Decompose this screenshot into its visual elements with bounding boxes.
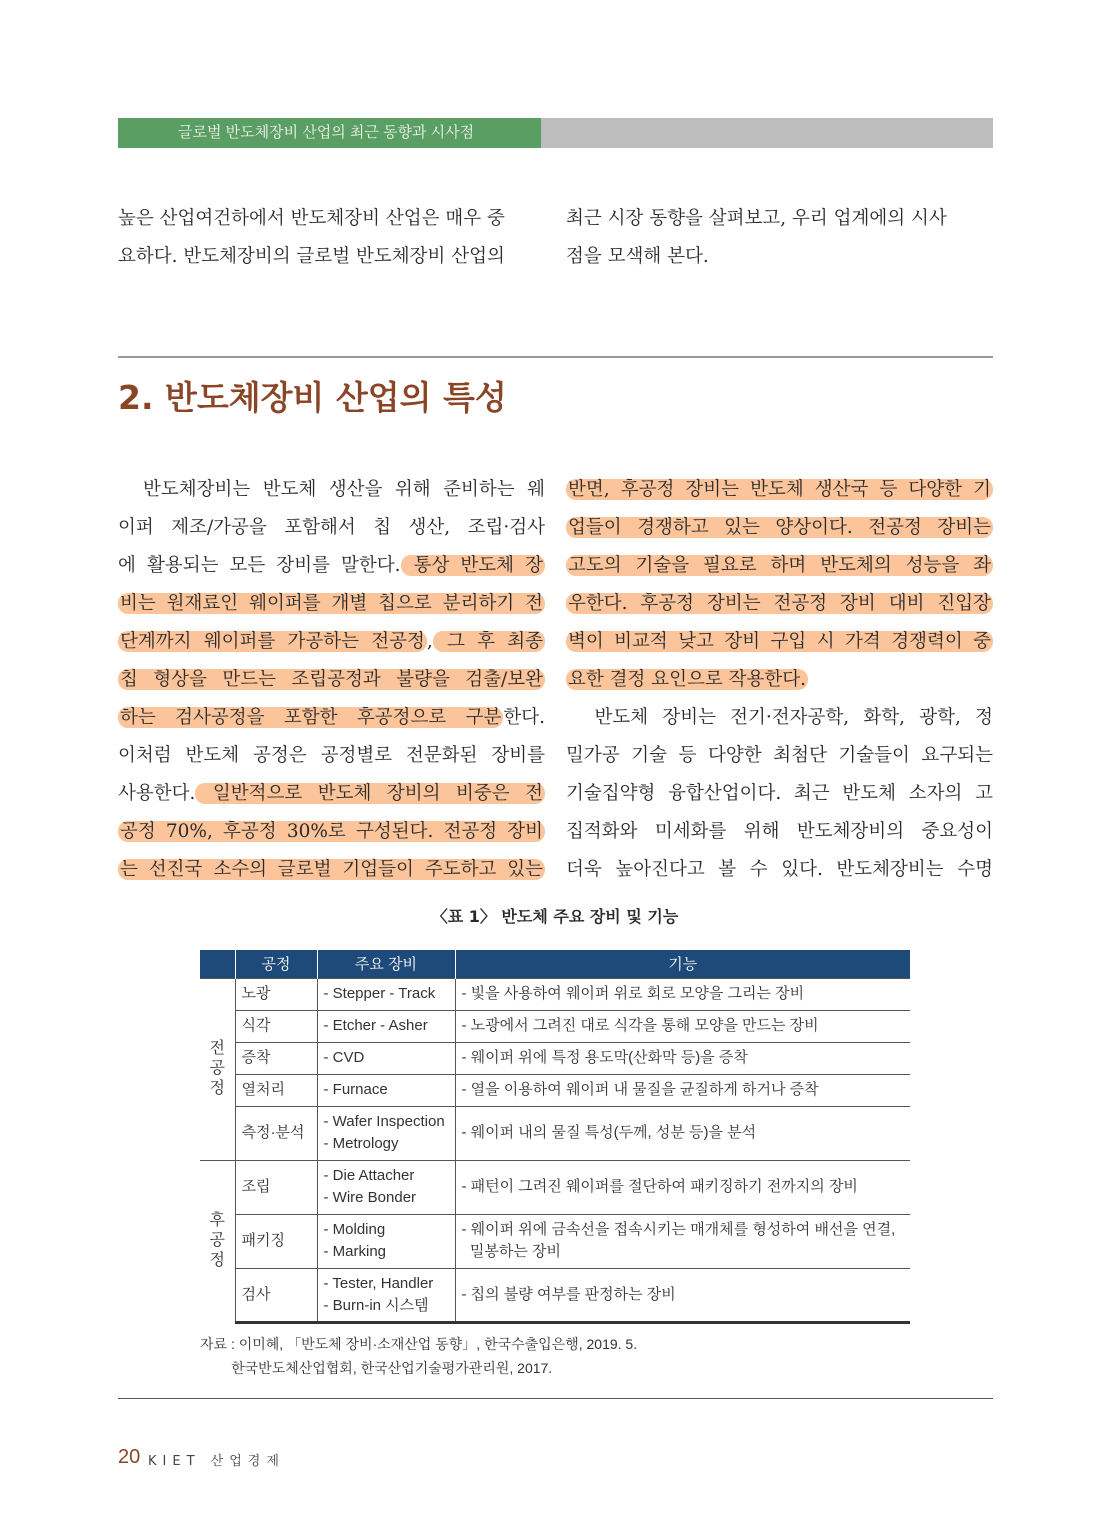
equipment-cell	[317, 1160, 455, 1214]
text-segment: 더욱 높아진다고 볼 수 있다. 반도체장비는 수명	[566, 859, 993, 880]
body-line	[118, 856, 545, 884]
function-cell: - 패턴이 그려진 웨이퍼를 절단하여 패키징하기 전까지의 장비	[455, 1160, 910, 1214]
table-row	[200, 1042, 910, 1074]
equipment-cell	[317, 978, 455, 1010]
table-row	[200, 1160, 910, 1214]
function-cell: - 빛을 사용하여 웨이퍼 위로 회로 모양을 그리는 장비	[455, 978, 910, 1010]
highlighted-text: 공정 70%, 후공정 30%로 구성된다. 전공정 장비	[120, 821, 543, 842]
highlighted-text: 하는 검사공정을 포함한 후공정으로 구분	[120, 707, 502, 728]
equipment-item: - Furnace	[323, 1081, 388, 1098]
body-line	[118, 514, 545, 542]
highlighted-text: 단계까지 웨이퍼를 가공하는 전공정	[120, 631, 425, 652]
table-caption: 〈표 1〉 반도체 주요 장비 및 기능	[431, 907, 679, 926]
function-cell: - 웨이퍼 내의 물질 특성(두께, 성분 등)을 분석	[455, 1106, 910, 1160]
body-line	[566, 818, 993, 846]
process-cell: 열처리	[235, 1074, 317, 1106]
text-segment: 이처럼 반도체 공정은 공정별로 전문화된 장비를	[118, 745, 545, 766]
process-cell: 측정·분석	[235, 1106, 317, 1160]
process-cell: 조립	[235, 1160, 317, 1214]
highlighted-text: 그 후 최종	[434, 631, 543, 652]
body-line	[118, 780, 545, 808]
publication-name: KIET 산업경제	[148, 1454, 285, 1469]
equipment-item: - Burn-in 시스템	[323, 1296, 429, 1314]
function-cell: - 열을 이용하여 웨이퍼 내 물질을 균질하게 하거나 증착	[455, 1074, 910, 1106]
table-row	[200, 1106, 910, 1160]
body-line	[566, 704, 993, 732]
group-label: 후 공 정	[200, 1160, 235, 1322]
function-cell: - 칩의 불량 여부를 판정하는 장비	[455, 1268, 910, 1322]
equipment-item: - Wafer Inspection	[323, 1113, 445, 1130]
body-line	[118, 590, 545, 618]
body-line	[566, 742, 993, 770]
equipment-item: - Metrology	[323, 1135, 399, 1152]
text-segment: 기술집약형 융합산업이다. 최근 반도체 소자의 고	[566, 783, 993, 804]
body-line	[118, 742, 545, 770]
text-segment: 밀가공 기술 등 다양한 최첨단 기술들이 요구되는	[566, 745, 993, 766]
process-cell: 증착	[235, 1042, 317, 1074]
running-header: 글로벌 반도체장비 산업의 최근 동향과 시사점	[118, 118, 541, 148]
text-segment: 높은 산업여건하에서 반도체장비 산업은 매우 중	[118, 208, 505, 229]
text-segment: 반도체 장비는 전기·전자공학, 화학, 광학, 정	[566, 707, 993, 728]
body-line	[118, 552, 545, 580]
body-line	[566, 514, 993, 542]
table-row	[200, 978, 910, 1010]
text-segment: 에 활용되는 모든 장비를 말한다.	[118, 555, 401, 576]
highlighted-text: 벽이 비교적 낮고 장비 구입 시 가격 경쟁력이 중	[568, 631, 991, 652]
intro-line	[566, 205, 993, 233]
highlighted-text: 비는 원재료인 웨이퍼를 개별 칩으로 분리하기 전	[120, 593, 543, 614]
text-segment: 집적화와 미세화를 위해 반도체장비의 중요성이	[566, 821, 993, 842]
highlighted-text: 칩 형상을 만드는 조립공정과 불량을 검출/보완	[120, 669, 543, 690]
text-segment: 최근 시장 동향을 살펴보고, 우리 업계에의 시사	[566, 208, 947, 229]
body-line	[118, 476, 545, 504]
table-row	[200, 1010, 910, 1042]
body-line	[118, 818, 545, 846]
running-header-bar	[541, 118, 993, 148]
equipment-item: - Etcher - Asher	[323, 1017, 428, 1034]
body-line	[566, 628, 993, 656]
source-line: 자료 : 이미혜, 「반도체 장비·소재산업 동향」, 한국수출입은행, 2019. 5.	[200, 1336, 638, 1352]
process-cell: 노광	[235, 978, 317, 1010]
intro-line	[118, 205, 545, 233]
equipment-item: - Stepper - Track	[323, 985, 436, 1002]
body-line	[566, 590, 993, 618]
intro-line	[118, 243, 545, 271]
page-number: 20	[118, 1446, 141, 1468]
equipment-item: - Tester, Handler	[323, 1274, 434, 1292]
body-line	[118, 704, 545, 732]
equipment-cell	[317, 1074, 455, 1106]
equipment-cell	[317, 1268, 455, 1322]
equipment-item: - Molding	[323, 1221, 386, 1238]
section-title: 2. 반도체장비 산업의 특성	[118, 378, 507, 417]
text-segment: 반도체장비는 반도체 생산을 위해 준비하는 웨	[118, 479, 545, 500]
equipment-cell	[317, 1214, 455, 1268]
text-segment: 이퍼 제조/가공을 포함해서 칩 생산, 조립·검사	[118, 517, 545, 538]
column-header: 기능	[455, 950, 910, 978]
body-line	[566, 476, 993, 504]
column-header: 주요 장비	[317, 950, 455, 978]
body-line	[566, 666, 993, 694]
highlighted-text: 통상 반도체 장	[402, 555, 543, 576]
function-cell: - 노광에서 그려진 대로 식각을 통해 모양을 만드는 장비	[455, 1010, 910, 1042]
process-cell: 패키징	[235, 1214, 317, 1268]
table-source	[200, 1332, 637, 1380]
body-line	[566, 552, 993, 580]
highlighted-text: 는 선진국 소수의 글로벌 기업들이 주도하고 있는	[120, 859, 543, 880]
text-segment: ,	[426, 631, 433, 652]
equipment-table	[200, 950, 910, 1324]
section-rule	[118, 356, 993, 358]
function-cell: - 웨이퍼 위에 특정 용도막(산화막 등)을 증착	[455, 1042, 910, 1074]
body-line	[118, 628, 545, 656]
equipment-item: - CVD	[323, 1049, 365, 1066]
footer-rule	[118, 1398, 993, 1399]
table-row	[200, 1268, 910, 1322]
equipment-item: - Die Attacher	[323, 1167, 415, 1184]
highlighted-text: 우한다. 후공정 장비는 전공정 장비 대비 진입장	[568, 593, 991, 614]
table-row	[200, 1074, 910, 1106]
equipment-cell	[317, 1106, 455, 1160]
process-cell: 식각	[235, 1010, 317, 1042]
table-row	[200, 1214, 910, 1268]
function-cell: - 웨이퍼 위에 금속선을 접속시키는 매개체를 형성하여 배선을 연결, 밀봉하는 장비	[455, 1214, 910, 1268]
column-header	[200, 950, 235, 978]
highlighted-text: 고도의 기술을 필요로 하며 반도체의 성능을 좌	[568, 555, 991, 576]
column-header: 공정	[235, 950, 317, 978]
source-line: 한국반도체산업협회, 한국산업기술평가관리원, 2017.	[200, 1360, 553, 1376]
text-segment: 한다.	[503, 707, 545, 728]
body-line	[118, 666, 545, 694]
text-segment: 사용한다.	[118, 783, 196, 804]
equipment-cell	[317, 1042, 455, 1074]
highlighted-text: 반면, 후공정 장비는 반도체 생산국 등 다양한 기	[568, 479, 991, 500]
highlighted-text: 요한 결정 요인으로 작용한다.	[568, 669, 806, 690]
highlighted-text: 일반적으로 반도체 장비의 비중은 전	[197, 783, 543, 804]
process-cell: 검사	[235, 1268, 317, 1322]
equipment-cell	[317, 1010, 455, 1042]
equipment-item: - Marking	[323, 1243, 387, 1260]
group-label: 전 공 정	[200, 978, 235, 1160]
text-segment: 요하다. 반도체장비의 글로벌 반도체장비 산업의	[118, 246, 505, 267]
equipment-item: - Wire Bonder	[323, 1189, 417, 1206]
intro-line	[566, 243, 993, 271]
highlighted-text: 업들이 경쟁하고 있는 양상이다. 전공정 장비는	[568, 517, 991, 538]
body-line	[566, 856, 993, 884]
body-line	[566, 780, 993, 808]
text-segment: 점을 모색해 본다.	[566, 246, 709, 267]
